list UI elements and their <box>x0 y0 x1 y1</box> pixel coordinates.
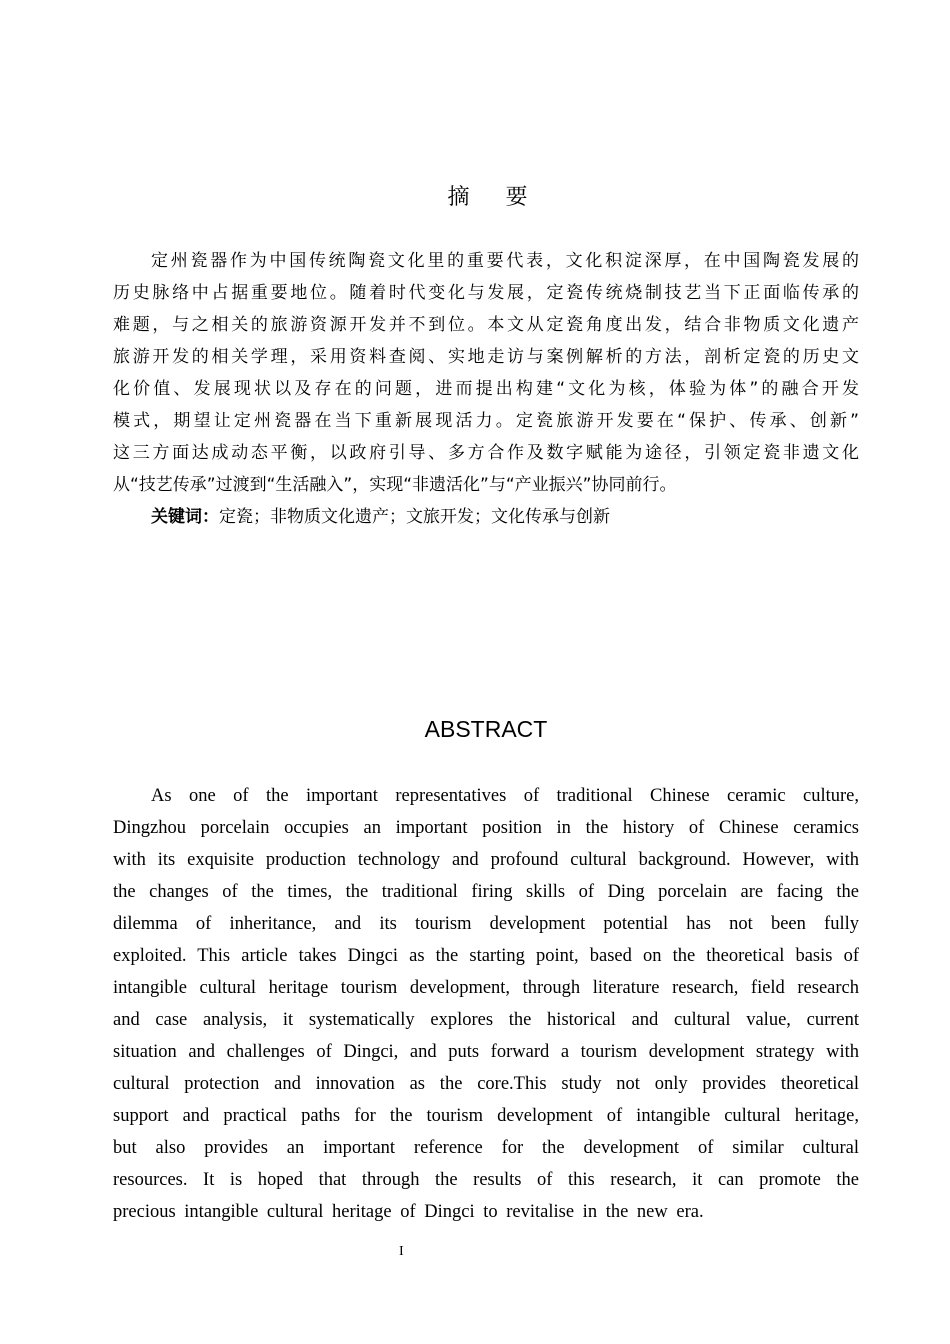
en-line: but also provides an important reference for the development of similar cultural <box>113 1138 859 1158</box>
page-number: I <box>399 1244 404 1259</box>
keywords <box>113 501 859 533</box>
cn-line: 这三方面达成动态平衡，以政府引导、多方合作及数字赋能为途径，引领定瓷非遗文化 <box>113 443 859 463</box>
cn-line: 旅游开发的相关学理，采用资料查阅、实地走访与案例解析的方法，剖析定瓷的历史文 <box>113 347 859 367</box>
abstract-en-body <box>113 780 859 1228</box>
title-char: 要 <box>505 185 528 210</box>
en-line: the changes of the times, the traditional firing skills of Ding porcelain are facing the <box>113 882 859 902</box>
cn-line: 历史脉络中占据重要地位。随着时代变化与发展，定瓷传统烧制技艺当下正面临传承的 <box>113 283 859 303</box>
en-line: situation and challenges of Dingci, and puts forward a tourism development strategy with <box>113 1042 859 1062</box>
cn-line: 定州瓷器作为中国传统陶瓷文化里的重要代表，文化积淀深厚，在中国陶瓷发展的 <box>151 251 859 271</box>
en-line: exploited. This article takes Dingci as the starting point, based on the theoretical basis of <box>113 946 859 966</box>
abstract-cn-body <box>113 245 859 533</box>
keywords-label: 关键词： <box>151 507 219 527</box>
abstract-cn-title <box>0 180 950 211</box>
cn-line: 难题，与之相关的旅游资源开发并不到位。本文从定瓷角度出发，结合非物质文化遗产 <box>113 315 859 335</box>
title-char: 摘 <box>447 185 470 210</box>
en-line: intangible cultural heritage tourism development, through literature research, field research <box>113 978 859 998</box>
cn-line: 化价值、发展现状以及存在的问题，进而提出构建“文化为核，体验为体”的融合开发 <box>113 379 859 399</box>
abstract-en-title: ABSTRACT <box>424 716 548 742</box>
en-line: dilemma of inheritance, and its tourism development potential has not been fully <box>113 914 859 934</box>
cn-line: 模式，期望让定州瓷器在当下重新展现活力。定瓷旅游开发要在“保护、传承、创新” <box>113 411 859 431</box>
en-line: with its exquisite production technology and profound cultural background. However, with <box>113 850 859 870</box>
en-line: and case analysis, it systematically explores the historical and cultural value, current <box>113 1010 859 1030</box>
en-line: Dingzhou porcelain occupies an important position in the history of Chinese ceramics <box>113 818 859 838</box>
cn-line: 从“技艺传承”过渡到“生活融入”，实现“非遗活化”与“产业振兴”协同前行。 <box>113 475 677 495</box>
en-line: precious intangible cultural heritage of Dingci to revitalise in the new era. <box>113 1202 704 1222</box>
en-line: cultural protection and innovation as the core.This study not only provides theoretical <box>113 1074 859 1094</box>
en-line: support and practical paths for the tourism development of intangible cultural heritage, <box>113 1106 859 1126</box>
en-line: resources. It is hoped that through the results of this research, it can promote the <box>113 1170 859 1190</box>
keywords-text: 定瓷；非物质文化遗产；文旅开发；文化传承与创新 <box>219 507 610 527</box>
en-line: As one of the important representatives of traditional Chinese ceramic culture, <box>151 786 859 806</box>
